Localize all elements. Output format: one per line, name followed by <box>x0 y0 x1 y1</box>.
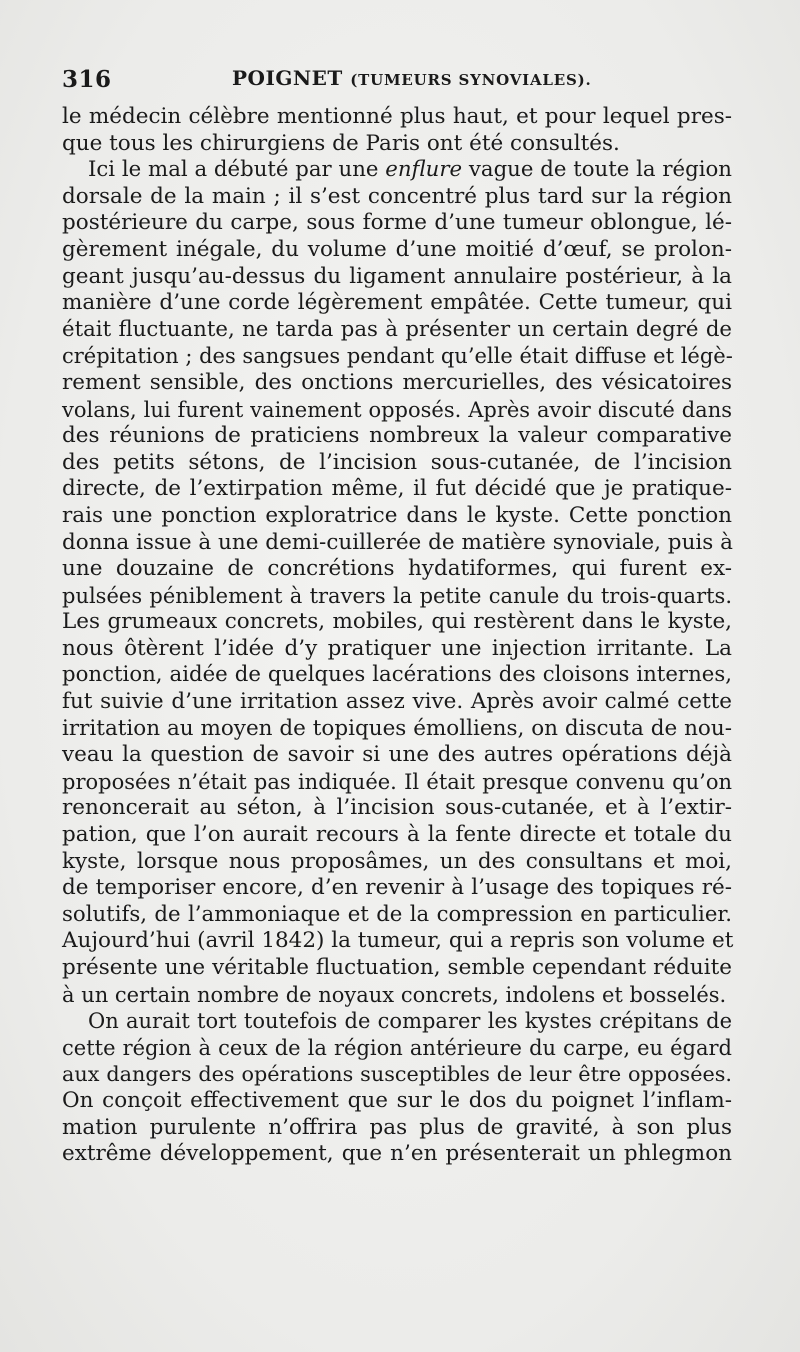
text-line: rais une ponction exploratrice dans le kyste. Cette ponction <box>62 502 732 528</box>
text-line: mation purulente n’offrira pas plus de gravité, à son plus <box>62 1114 732 1140</box>
text-line: ponction, aidée de quelques lacérations des cloisons internes, <box>62 662 732 688</box>
text-line: des réunions de praticiens nombreux la valeur comparative <box>62 423 732 449</box>
text-line: veau la question de savoir si une des autres opérations déjà <box>62 742 732 768</box>
text-line: que tous les chirurgiens de Paris ont été consultés. <box>62 130 620 156</box>
body-text <box>62 104 732 1168</box>
text-line: nous ôtèrent l’idée d’y pratiquer une injection irritante. La <box>62 635 732 661</box>
text-line: Ici le mal a débuté par une enflure vague de toute la région <box>88 157 732 183</box>
text-line: dorsale de la main ; il s’est concentré plus tard sur la région <box>62 183 732 209</box>
text-line: aux dangers des opérations susceptibles de leur être opposées. <box>62 1062 732 1087</box>
running-title-sub: (TUMEURS SYNOVIALES). <box>350 71 592 89</box>
text-line: proposées n’était pas indiquée. Il était presque convenu qu’on <box>62 769 732 794</box>
running-header <box>62 66 732 100</box>
text-line: Aujourd’hui (avril 1842) la tumeur, qui a repris son volume et <box>62 928 734 954</box>
text-line: fut suivie d’une irritation assez vive. Après avoir calmé cette <box>62 689 732 715</box>
text-line: Les grumeaux concrets, mobiles, qui restèrent dans le kyste, <box>62 609 732 635</box>
text-line: renoncerait au séton, à l’incision sous-cutanée, et à l’extir- <box>62 795 732 821</box>
text-line: volans, lui furent vainement opposés. Après avoir discuté dans <box>62 397 732 422</box>
text-line: était fluctuante, ne tarda pas à présenter un certain degré de <box>62 316 732 342</box>
text-line: postérieure du carpe, sous forme d’une tumeur oblongue, lé- <box>62 210 732 236</box>
text-line: de temporiser encore, d’en revenir à l’usage des topiques ré- <box>62 875 732 901</box>
text-line: pulsées péniblement à travers la petite canule du trois-quarts. <box>62 583 732 608</box>
text-line: gèrement inégale, du volume d’une moitié d’œuf, se prolon- <box>62 236 732 262</box>
text-line: une douzaine de concrétions hydatiformes, qui furent ex- <box>62 556 732 582</box>
text-line: des petits sétons, de l’incision sous-cutanée, de l’incision <box>62 449 732 475</box>
text-line: extrême développement, que n’en présenterait un phlegmon <box>62 1141 732 1167</box>
text-line: On conçoit effectivement que sur le dos du poignet l’inflam- <box>62 1087 732 1113</box>
text-line: le médecin célèbre mentionné plus haut, et pour lequel pres- <box>62 104 732 129</box>
text-line: cette région à ceux de la région antérieure du carpe, eu égard <box>62 1035 732 1060</box>
text-line: présente une véritable fluctuation, semble cependant réduite <box>62 955 732 980</box>
text-line: rement sensible, des onctions mercurielles, des vésicatoires <box>62 369 732 395</box>
text-line: irritation au moyen de topiques émolliens, on discuta de nou- <box>62 715 732 741</box>
text-line: On aurait tort toutefois de comparer les kystes crépitans de <box>88 1009 732 1034</box>
text-line: pation, que l’on aurait recours à la fente directe et totale du <box>62 822 732 848</box>
text-line: à un certain nombre de noyaux concrets, indolens et bosselés. <box>62 982 727 1007</box>
text-line: crépitation ; des sangsues pendant qu’elle était diffuse et légè- <box>62 344 733 369</box>
running-title <box>232 66 592 90</box>
page-number: 316 <box>62 66 112 93</box>
text-line: geant jusqu’au-dessus du ligament annulaire postérieur, à la <box>62 263 732 289</box>
text-line: solutifs, de l’ammoniaque et de la compression en particulier. <box>62 901 732 927</box>
text-line: directe, de l’extirpation même, il fut décidé que je pratique- <box>62 476 732 502</box>
text-line: manière d’une corde légèrement empâtée. Cette tumeur, qui <box>62 290 732 316</box>
text-line: donna issue à une demi-cuillerée de matière synoviale, puis à <box>62 529 733 555</box>
text-line: kyste, lorsque nous proposâmes, un des consultans et moi, <box>62 848 732 874</box>
running-title-main: POIGNET <box>232 66 343 90</box>
